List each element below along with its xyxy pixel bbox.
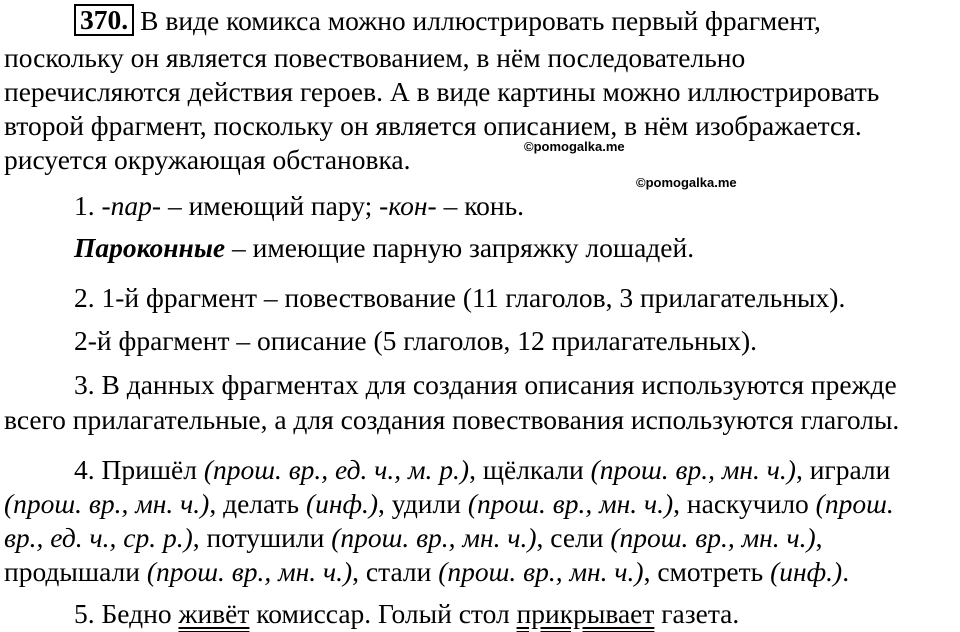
- grammar-note: (прош. вр., мн. ч.): [467, 488, 674, 519]
- grammar-note: (прош. вр., мн. ч.): [610, 522, 816, 553]
- item-4-text: , удили: [378, 488, 468, 519]
- grammar-note: (прош. вр., мн. ч.): [4, 488, 210, 519]
- watermark-1: ©pomogalka.me: [524, 139, 625, 154]
- grammar-note: (прош. вр., ед. ч., м. р.): [203, 454, 470, 485]
- item-1-mid: – имеющий пару;: [161, 190, 380, 221]
- morpheme-kon: -кон-: [379, 190, 437, 221]
- definition-text: – имеющие парную запряжку лошадей.: [225, 232, 695, 263]
- item-3-line-2: всего прилагательные, а для создания повествования используются глаголы.: [4, 404, 900, 435]
- item-2-line-2: 2-й фрагмент – описание (5 глаголов, 12 прилагательных).: [74, 325, 757, 356]
- item-5-text: 5. Бедно: [74, 598, 179, 629]
- item-4-line-2: [4, 488, 894, 520]
- item-5-text: комиссар. Голый стол: [249, 598, 517, 629]
- item-4-line-3: [4, 522, 823, 554]
- intro-line-5: рисуется окружающая обстановка.: [4, 144, 411, 175]
- item-5: [74, 598, 739, 630]
- item-4-text: .: [842, 556, 850, 587]
- grammar-note: (прош. вр., мн. ч.): [331, 522, 537, 553]
- item-4-text: , потушили: [192, 522, 332, 553]
- item-5-text: газета.: [654, 598, 740, 629]
- item-4-line-4: [4, 556, 849, 588]
- intro-line-4: второй фрагмент, поскольку он является описанием, в нём изображается.: [4, 110, 862, 141]
- item-4-line-1: [74, 454, 890, 486]
- item-4-text: , наскучило: [673, 488, 816, 519]
- item-2-line-1: 2. 1-й фрагмент – повествование (11 глаголов, 3 прилагательных).: [74, 282, 846, 313]
- item-4-text: ,: [815, 522, 823, 553]
- item-4-text: , стали: [352, 556, 439, 587]
- item-4-text: продышали: [4, 556, 147, 587]
- intro-text-1: В виде комикса можно иллюстрировать первый фрагмент,: [140, 5, 821, 36]
- grammar-note: (прош. вр., мн. ч.): [590, 454, 796, 485]
- item-4-text: 4. Пришёл: [74, 454, 204, 485]
- item-4-text: , смотреть: [643, 556, 771, 587]
- predicate-underlined: прикрывает: [516, 598, 655, 629]
- grammar-note: вр., ед. ч., ср. р.): [4, 522, 193, 553]
- item-1-end: – конь.: [436, 190, 525, 221]
- item-4-text: , щёлкали: [469, 454, 591, 485]
- definition-term: Пароконные: [74, 232, 226, 263]
- grammar-note: (прош.: [815, 488, 894, 519]
- intro-line-2: поскольку он является повествованием, в нём последовательно: [4, 42, 746, 73]
- item-3-line-1: 3. В данных фрагментах для создания описания используются прежде: [74, 369, 897, 400]
- grammar-note: (прош. вр., мн. ч.): [438, 556, 644, 587]
- item-4-text: , играли: [795, 454, 891, 485]
- watermark-2: ©pomogalka.me: [636, 175, 737, 190]
- item-1-prefix: 1.: [74, 190, 102, 221]
- morpheme-par: -пар-: [101, 190, 162, 221]
- intro-line-1: [74, 4, 821, 37]
- grammar-note: (инф.): [770, 556, 843, 587]
- intro-line-3: перечисляются действия героев. А в виде картины можно иллюстрировать: [4, 76, 880, 107]
- grammar-note: (прош. вр., мн. ч.): [146, 556, 353, 587]
- task-number-badge: 370.: [74, 4, 134, 36]
- item-4-text: , делать: [209, 488, 306, 519]
- grammar-note: (инф.): [305, 488, 379, 519]
- item-1: [74, 190, 524, 222]
- item-4-text: , сели: [536, 522, 611, 553]
- definition-line: [74, 232, 694, 264]
- predicate-underlined: живёт: [178, 598, 250, 629]
